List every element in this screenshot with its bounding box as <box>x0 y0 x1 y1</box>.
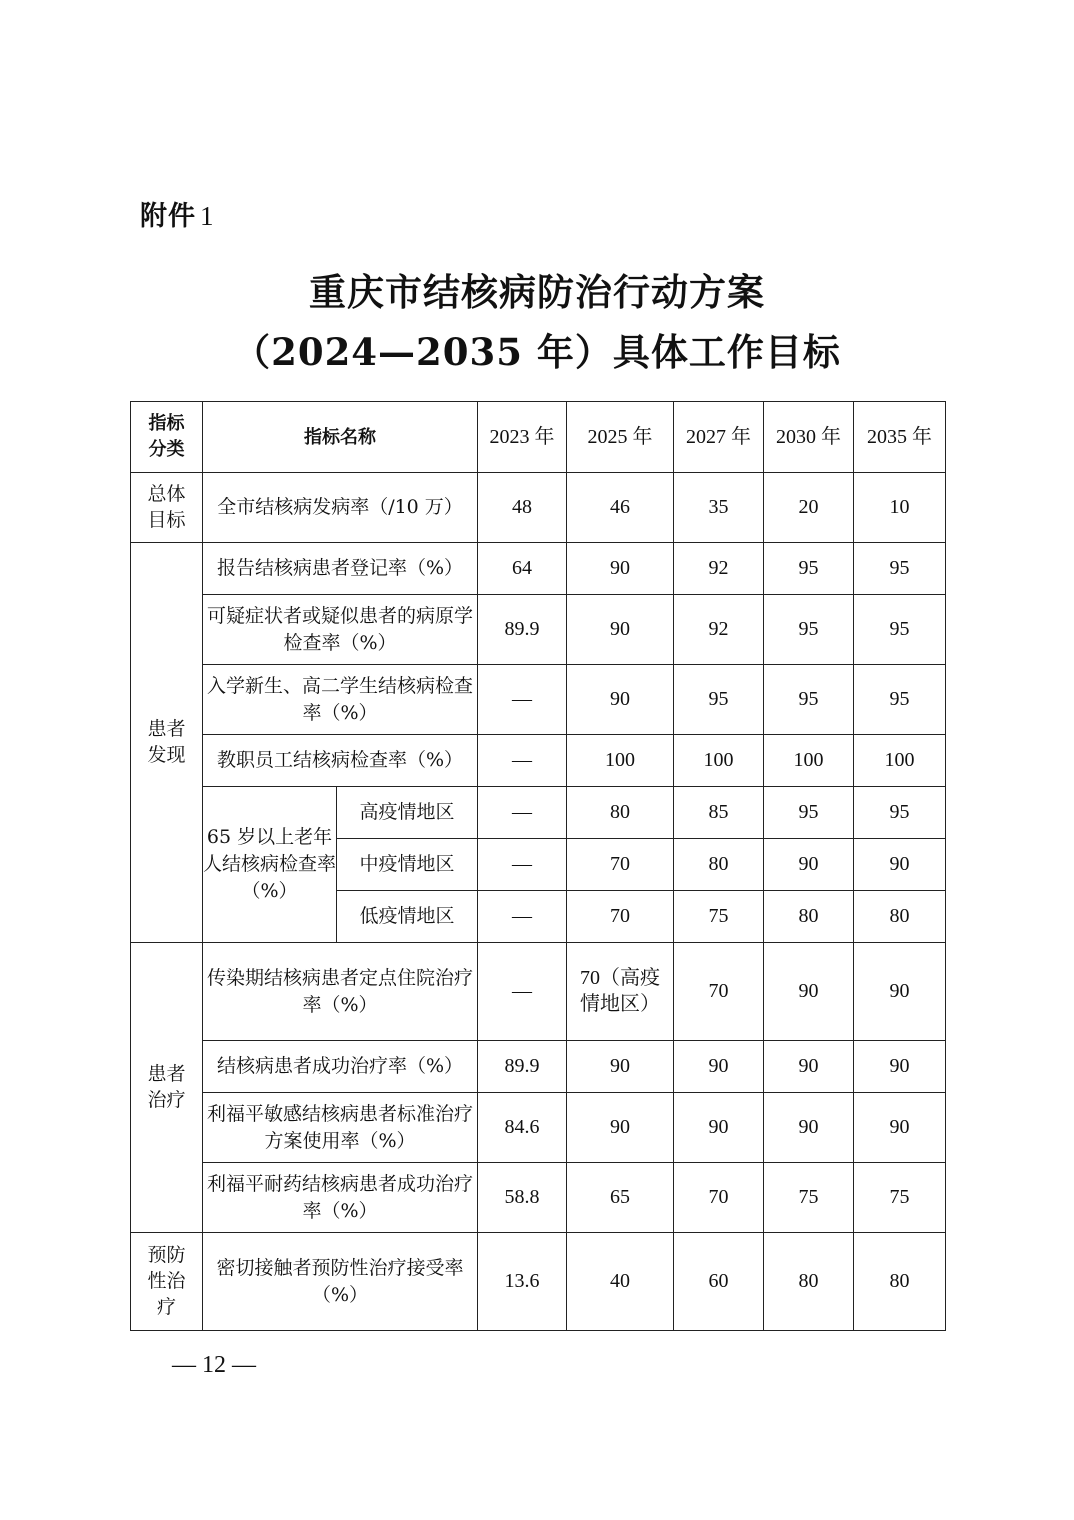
header-row <box>131 402 946 473</box>
value-2035: 95 <box>854 787 946 839</box>
value-2030: 95 <box>764 787 854 839</box>
value-2025: 70（高疫情地区） <box>567 943 674 1041</box>
category-prevention: 预防性治疗 <box>131 1233 203 1331</box>
value-2035: 95 <box>854 595 946 665</box>
table-row <box>131 943 946 1041</box>
value-2023: — <box>478 943 567 1041</box>
value-2023: — <box>478 735 567 787</box>
value-2035: 90 <box>854 839 946 891</box>
value-2035: 75 <box>854 1163 946 1233</box>
value-2025: 90 <box>567 1093 674 1163</box>
value-2027: 85 <box>674 787 764 839</box>
value-2023: 89.9 <box>478 1041 567 1093</box>
indicator-name: 入学新生、高二学生结核病检查率（%） <box>203 665 478 735</box>
indicator-name: 利福平敏感结核病患者标准治疗方案使用率（%） <box>203 1093 478 1163</box>
table-row <box>131 1093 946 1163</box>
value-2025: 65 <box>567 1163 674 1233</box>
value-2025: 70 <box>567 839 674 891</box>
attachment-text: 附件 <box>140 201 196 232</box>
value-2035: 100 <box>854 735 946 787</box>
value-2027: 35 <box>674 473 764 543</box>
value-2030: 90 <box>764 943 854 1041</box>
value-2030: 80 <box>764 891 854 943</box>
value-2035: 80 <box>854 1233 946 1331</box>
value-2027: 60 <box>674 1233 764 1331</box>
header-year-2023: 2023 年 <box>478 402 567 473</box>
value-2023: — <box>478 891 567 943</box>
table-row <box>131 787 946 839</box>
value-2023: 58.8 <box>478 1163 567 1233</box>
value-2023: — <box>478 665 567 735</box>
table-row <box>131 1041 946 1093</box>
value-2023: 84.6 <box>478 1093 567 1163</box>
header-year-2030: 2030 年 <box>764 402 854 473</box>
header-name: 指标名称 <box>203 402 478 473</box>
value-2027: 80 <box>674 839 764 891</box>
indicator-name: 可疑症状者或疑似患者的病原学检查率（%） <box>203 595 478 665</box>
indicator-name: 65 岁以上老年人结核病检查率（%） <box>203 787 337 943</box>
value-2030: 90 <box>764 839 854 891</box>
value-2030: 80 <box>764 1233 854 1331</box>
table-row <box>131 1233 946 1331</box>
table-row <box>131 543 946 595</box>
indicator-name: 教职员工结核病检查率（%） <box>203 735 478 787</box>
value-2025: 46 <box>567 473 674 543</box>
header-category: 指标分类 <box>131 402 203 473</box>
page-title-line2: （2024—2035 年）具体工作目标 <box>233 330 841 374</box>
targets-table <box>130 401 946 1331</box>
value-2023: 48 <box>478 473 567 543</box>
table-row <box>131 665 946 735</box>
area-label: 高疫情地区 <box>337 787 478 839</box>
value-2035: 10 <box>854 473 946 543</box>
value-2023: 89.9 <box>478 595 567 665</box>
category-detection: 患者发现 <box>131 543 203 943</box>
value-2023: — <box>478 787 567 839</box>
value-2025: 40 <box>567 1233 674 1331</box>
indicator-name: 利福平耐药结核病患者成功治疗率（%） <box>203 1163 478 1233</box>
value-2027: 92 <box>674 543 764 595</box>
table-row <box>131 1163 946 1233</box>
value-2023: 64 <box>478 543 567 595</box>
value-2030: 100 <box>764 735 854 787</box>
value-2030: 95 <box>764 665 854 735</box>
value-2035: 90 <box>854 1041 946 1093</box>
value-2027: 70 <box>674 943 764 1041</box>
table-row <box>131 735 946 787</box>
indicator-name: 传染期结核病患者定点住院治疗率（%） <box>203 943 478 1041</box>
attachment-label <box>140 194 215 233</box>
table-row <box>131 473 946 543</box>
value-2027: 95 <box>674 665 764 735</box>
table-row <box>131 595 946 665</box>
header-year-2025: 2025 年 <box>567 402 674 473</box>
value-2025: 70 <box>567 891 674 943</box>
indicator-name: 全市结核病发病率（/10 万） <box>203 473 478 543</box>
value-2030: 95 <box>764 543 854 595</box>
value-2035: 95 <box>854 543 946 595</box>
value-2027: 92 <box>674 595 764 665</box>
value-2030: 75 <box>764 1163 854 1233</box>
value-2025: 90 <box>567 595 674 665</box>
header-year-2027: 2027 年 <box>674 402 764 473</box>
value-2030: 20 <box>764 473 854 543</box>
area-label: 中疫情地区 <box>337 839 478 891</box>
value-2035: 80 <box>854 891 946 943</box>
value-2030: 95 <box>764 595 854 665</box>
value-2035: 95 <box>854 665 946 735</box>
value-2027: 70 <box>674 1163 764 1233</box>
area-label: 低疫情地区 <box>337 891 478 943</box>
value-2035: 90 <box>854 943 946 1041</box>
page-title-line1: 重庆市结核病防治行动方案 <box>309 270 765 314</box>
value-2030: 90 <box>764 1041 854 1093</box>
category-overall: 总体目标 <box>131 473 203 543</box>
indicator-name: 密切接触者预防性治疗接受率（%） <box>203 1233 478 1331</box>
value-2025: 90 <box>567 1041 674 1093</box>
indicator-name: 报告结核病患者登记率（%） <box>203 543 478 595</box>
page-number: — 12 — <box>172 1352 256 1378</box>
value-2027: 90 <box>674 1093 764 1163</box>
value-2023: — <box>478 839 567 891</box>
value-2025: 80 <box>567 787 674 839</box>
value-2030: 90 <box>764 1093 854 1163</box>
value-2025: 90 <box>567 665 674 735</box>
attachment-number: 1 <box>200 201 215 231</box>
value-2025: 100 <box>567 735 674 787</box>
value-2027: 90 <box>674 1041 764 1093</box>
value-2023: 13.6 <box>478 1233 567 1331</box>
indicator-name: 结核病患者成功治疗率（%） <box>203 1041 478 1093</box>
value-2035: 90 <box>854 1093 946 1163</box>
value-2025: 90 <box>567 543 674 595</box>
category-treatment: 患者治疗 <box>131 943 203 1233</box>
value-2027: 75 <box>674 891 764 943</box>
value-2027: 100 <box>674 735 764 787</box>
header-year-2035: 2035 年 <box>854 402 946 473</box>
